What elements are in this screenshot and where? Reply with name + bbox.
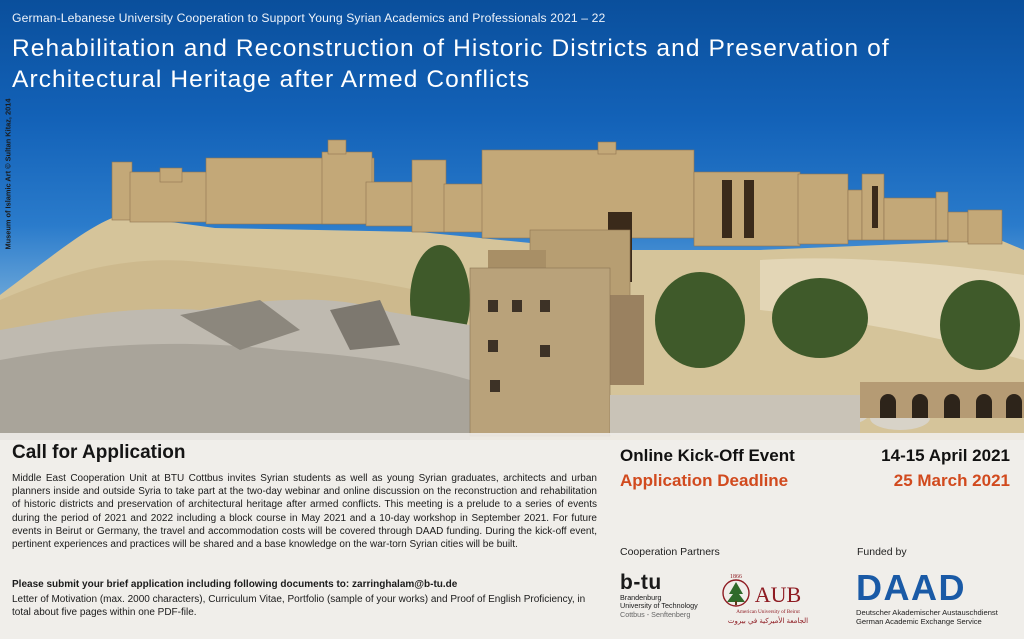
btu-wordmark: b-tu xyxy=(620,571,662,594)
kickoff-date: 14-15 April 2021 xyxy=(881,446,1010,465)
btu-line-1: Brandenburg xyxy=(620,593,662,602)
cooperation-partners-label: Cooperation Partners xyxy=(620,546,720,558)
daad-wordmark: DAAD xyxy=(856,567,966,608)
call-title: Call for Application xyxy=(12,442,186,463)
btu-line-2: University of Technology xyxy=(620,601,698,611)
btu-logo xyxy=(620,572,712,619)
poster-strapline: German-Lebanese University Cooperation to Support Young Syrian Academics and Professionals 2021 – 22 xyxy=(12,11,606,25)
submit-requirements: Letter of Motivation (max. 2000 characters), Curriculum Vitae, Portfolio (sample of your works) and Proof of English Proficiency, in total about five pages within one PDF-file. xyxy=(12,594,586,619)
submit-heading: Please submit your brief application including following documents to: zarringhalam@b-tu.de xyxy=(12,579,458,590)
photo-credit: Museum of Islamic Art © Sultan Kitaz, 2014 xyxy=(3,98,13,250)
kickoff-label: Online Kick-Off Event xyxy=(620,446,795,465)
cedar-emblem-icon xyxy=(723,580,749,606)
deadline-date: 25 March 2021 xyxy=(893,471,1010,490)
aub-wordmark: AUB xyxy=(754,582,802,607)
daad-line-1: Deutscher Akademischer Austauschdienst xyxy=(856,608,998,617)
aub-arabic-name: الجامعة الأميركية في بيروت xyxy=(727,617,809,625)
deadline-label: Application Deadline xyxy=(620,471,789,490)
daad-line-2: German Academic Exchange Service xyxy=(856,617,982,626)
poster-title: Rehabilitation and Reconstruction of Historic Districts and Preservation of Architectural Heritage after Armed Conflicts xyxy=(12,35,890,93)
aub-name: American University of Beirut xyxy=(736,609,800,615)
call-body: Middle East Cooperation Unit at BTU Cottbus invites Syrian students as well as young Syrian graduates, architects and urban planners inside and outside Syria to take part at the two-day webinar and online discussion on the reconstruction and rehabilitation of historic districts and preservation of architectural heritage after armed conflicts. This meeting is a prelude to a series of events during the period of 2021 and 2022 including a block course in May 2021 and a 10-day workshop in September 2021. For future events in Beirut or Germany, the travel and accommodation costs will be covered through DAAD funding. During the kick-off event, pertinent experiences and practices will be shared and a base knowledge on the war-torn Syrian cities will be built. xyxy=(12,473,597,551)
btu-line-3: Cottbus - Senftenberg xyxy=(620,609,691,619)
daad-logo xyxy=(856,567,1016,626)
aub-logo xyxy=(722,569,812,629)
aub-year: 1866 xyxy=(730,574,742,580)
funded-by-label: Funded by xyxy=(857,546,907,558)
